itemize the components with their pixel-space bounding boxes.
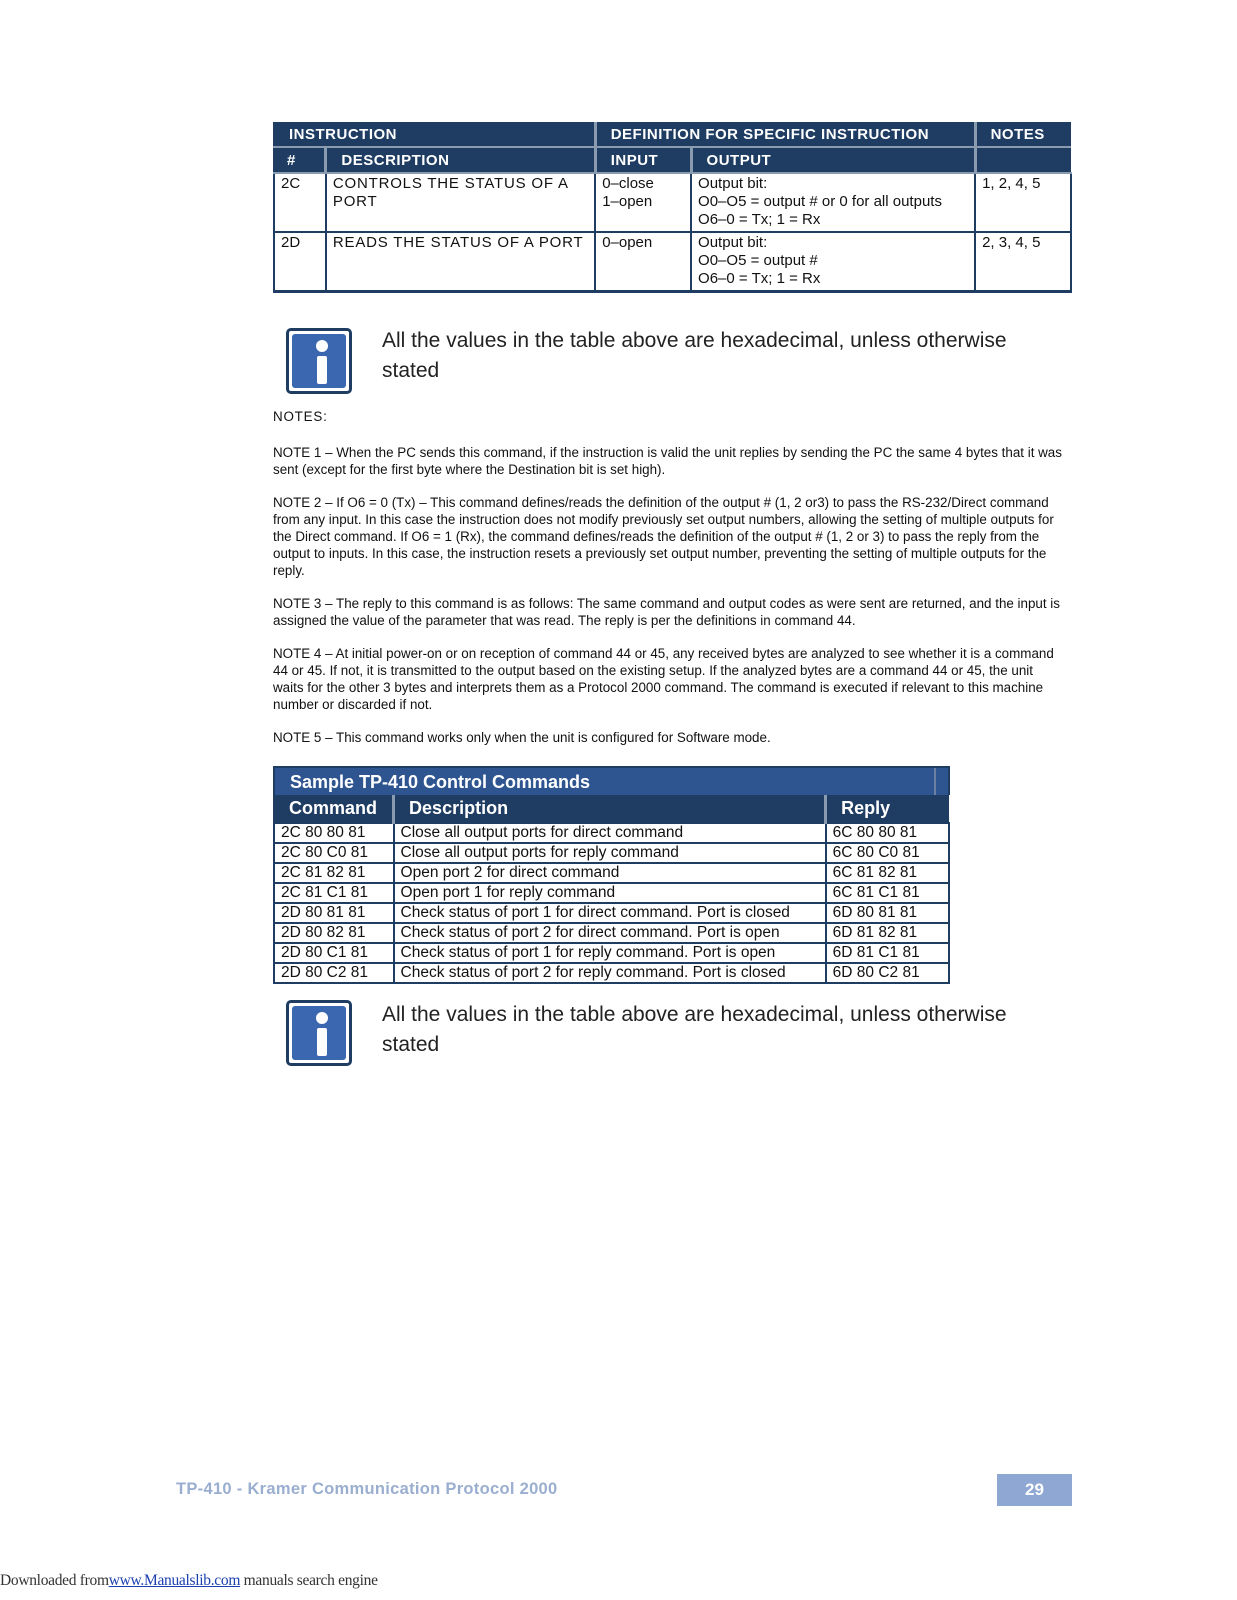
notes-label: NOTES: [273,409,328,424]
info-note: All the values in the table above are hexadecimal, unless otherwise stated [382,1003,1007,1056]
header-description: Description [394,795,826,823]
table-row [274,173,1071,232]
header-definition: DEFINITION FOR SPECIFIC INSTRUCTION [595,122,975,147]
note-item: NOTE 4 – At initial power-on or on reception of command 44 or 45, any received bytes are analyzed to see whether it is a command 44 or 45. If not, it is transmitted to the output based on the existing setup. If the analyzed bytes are a command 44 or 45, the unit waits for the other 3 bytes and interprets them as a Protocol 2000 command. The command is executed if relevant to this machine number or discarded if not. [273,646,1054,712]
cell-reply: 6C 80 C0 81 [826,843,949,863]
output-line: Output bit: [698,175,768,192]
table-row [274,232,1071,292]
table-row [274,883,949,903]
info-icon [286,1000,352,1066]
header-hash: # [274,147,326,173]
cell-description: Close all output ports for reply command [394,843,826,863]
info-icon [286,328,352,394]
row-description: READS THE STATUS OF A PORT [326,232,595,292]
header-command: Command [274,795,394,823]
cell-reply: 6C 80 80 81 [826,823,949,843]
note-item: NOTE 2 – If O6 = 0 (Tx) – This command defines/reads the definition of the output # (1, 2 or3) to pass the RS-232/Direct command from any input. In this case the instruction does not modify previously set output numbers, allowing the setting of multiple outputs for the Direct command. If O6 = 1 (Rx), the command defines/reads the definition of the output # (1, 2 or 3) to pass the reply from the output to inputs. In this case, the instruction resets a previously set output number, preventing the setting of multiple outputs for the reply. [273,495,1054,578]
row-notes: 1, 2, 4, 5 [975,173,1071,232]
cell-command: 2D 80 C1 81 [274,943,394,963]
cell-reply: 6D 80 81 81 [826,903,949,923]
row-input [595,173,691,232]
row-notes: 2, 3, 4, 5 [975,232,1071,292]
cell-description: Open port 2 for direct command [394,863,826,883]
cell-description: Check status of port 2 for direct command. Port is open [394,923,826,943]
row-output [691,173,975,232]
header-output: OUTPUT [691,147,975,173]
download-prefix: Downloaded from [0,1572,109,1589]
cell-reply: 6D 80 C2 81 [826,963,949,983]
input-line: 1–open [602,193,653,210]
notes-section [273,408,1063,762]
row-code: 2D [274,232,326,292]
sample-commands-table [273,766,950,984]
note-item: NOTE 3 – The reply to this command is as follows: The same command and output codes as were sent are returned, and the input is assigned the value of the parameter that was read. The reply is per the definitions in command 44. [273,596,1060,628]
input-line: 0–open [602,234,653,251]
note-item: NOTE 5 – This command works only when the unit is configured for Software mode. [273,730,771,745]
cell-description: Close all output ports for direct command [394,823,826,843]
cell-command: 2C 80 80 81 [274,823,394,843]
table-row [274,863,949,883]
header-input: INPUT [595,147,691,173]
cell-description: Check status of port 2 for reply command. Port is closed [394,963,826,983]
table-header-row [274,147,1071,173]
table-row [274,943,949,963]
table-row [274,923,949,943]
note-item: NOTE 1 – When the PC sends this command, if the instruction is valid the unit replies by sending the PC the same 4 bytes that it was sent (except for the first byte where the Destination bit is set high). [273,445,1062,477]
output-line: Output bit: [698,234,768,251]
cell-reply: 6C 81 82 81 [826,863,949,883]
page-number: 29 [997,1474,1072,1506]
header-description: DESCRIPTION [326,147,595,173]
cell-command: 2C 81 C1 81 [274,883,394,903]
output-line: O6–0 = Tx; 1 = Rx [698,270,821,287]
row-output [691,232,975,292]
cell-command: 2C 80 C0 81 [274,843,394,863]
row-input [595,232,691,292]
cell-command: 2C 81 82 81 [274,863,394,883]
cell-reply: 6D 81 82 81 [826,923,949,943]
sample-table-title: Sample TP-410 Control Commands [273,766,950,795]
cell-description: Check status of port 1 for reply command. Port is open [394,943,826,963]
table-row [274,823,949,843]
output-line: O0–O5 = output # or 0 for all outputs [698,193,942,210]
footer-title: TP-410 - Kramer Communication Protocol 2000 [176,1480,558,1498]
instruction-table [273,122,1072,293]
table-row [274,963,949,983]
cell-command: 2D 80 82 81 [274,923,394,943]
cell-command: 2D 80 81 81 [274,903,394,923]
header-reply: Reply [826,795,949,823]
row-description: CONTROLS THE STATUS OF A PORT [326,173,595,232]
manualslib-link[interactable]: www.Manualslib.com [108,1572,241,1589]
info-note: All the values in the table above are hexadecimal, unless otherwise stated [382,329,1007,382]
cell-description: Open port 1 for reply command [394,883,826,903]
output-line: O6–0 = Tx; 1 = Rx [698,211,821,228]
table-row [274,843,949,863]
header-instruction: INSTRUCTION [274,122,595,147]
cell-description: Check status of port 1 for direct command. Port is closed [394,903,826,923]
cell-command: 2D 80 C2 81 [274,963,394,983]
input-line: 0–close [602,175,654,192]
table-header-row [274,122,1071,147]
download-line [0,1572,378,1590]
header-notes: NOTES [975,122,1071,147]
cell-reply: 6C 81 C1 81 [826,883,949,903]
table-header-row [274,795,949,823]
sample-table [273,795,950,984]
download-suffix: manuals search engine [240,1572,378,1589]
header-notes-empty [975,147,1071,173]
cell-reply: 6D 81 C1 81 [826,943,949,963]
output-line: O0–O5 = output # [698,252,818,269]
table-row [274,903,949,923]
row-code: 2C [274,173,326,232]
